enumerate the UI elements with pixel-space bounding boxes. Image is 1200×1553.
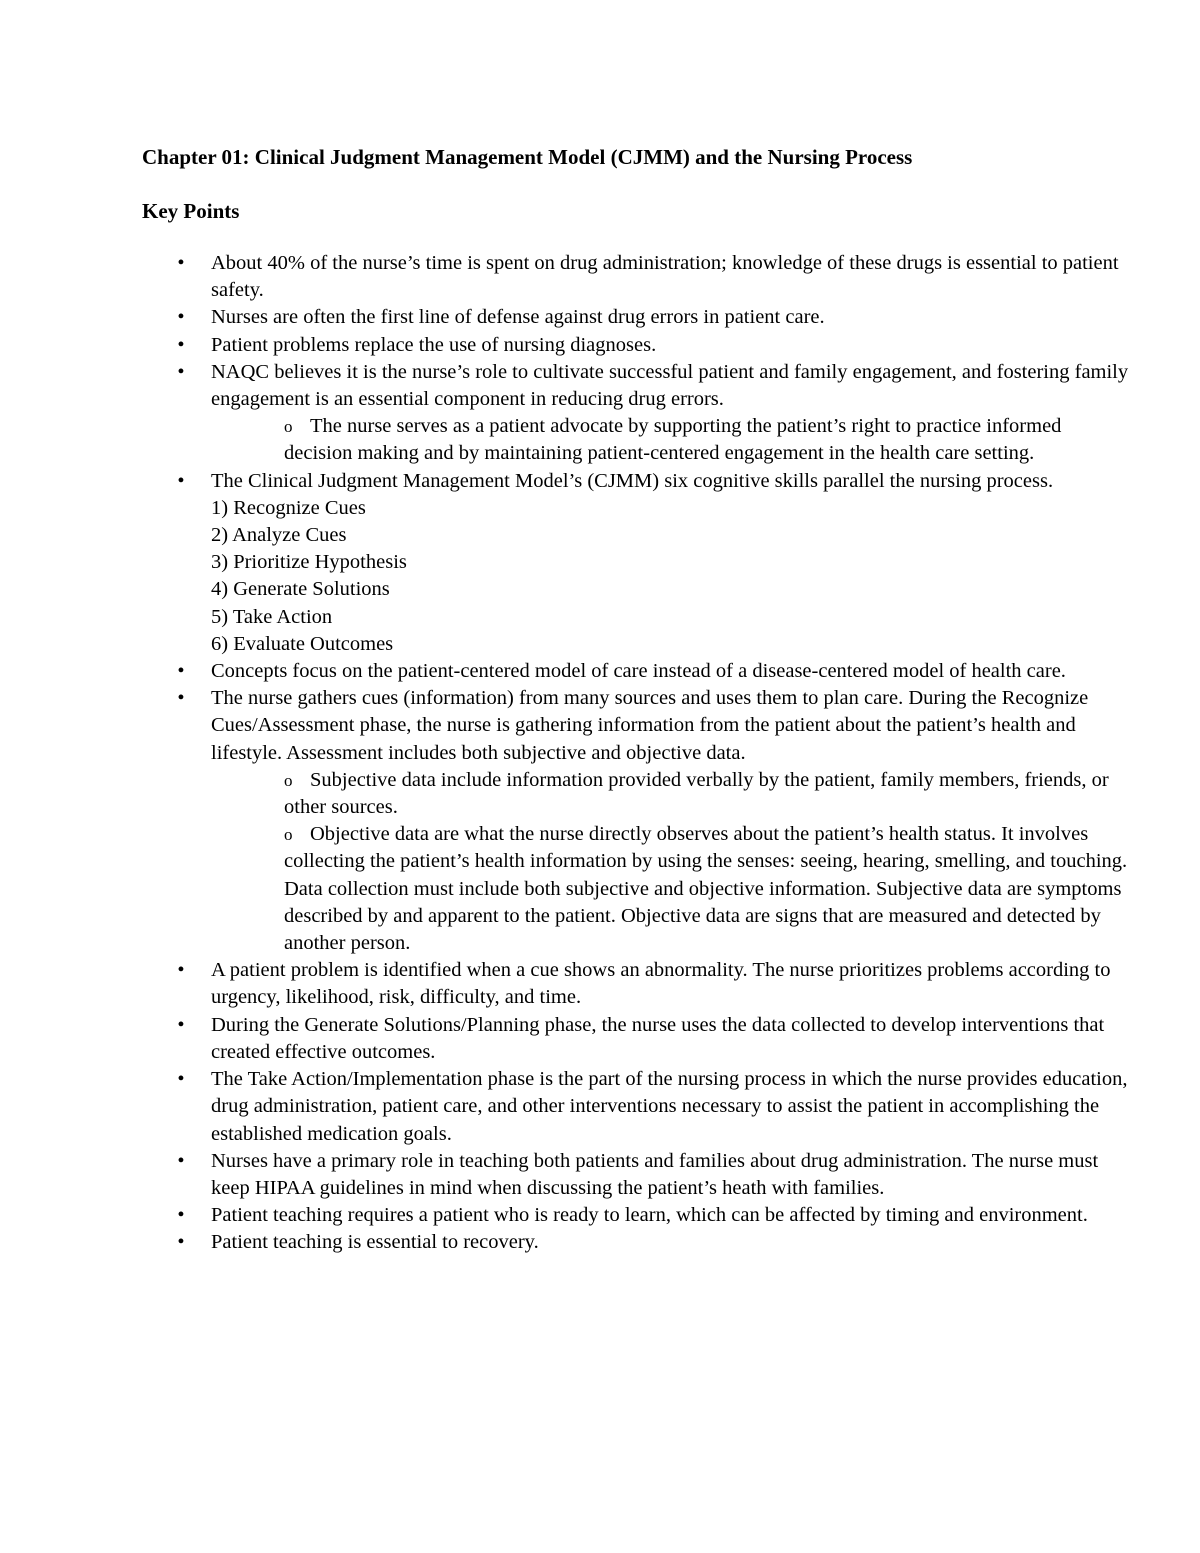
sub-list-item-text: Subjective data include information provided verbally by the patient, family members, friends, or other sources. bbox=[284, 768, 1109, 819]
sub-list-item-text: The nurse serves as a patient advocate by supporting the patient’s right to practice informed decision making and by maintaining patient-centered engagement in the health care setting. bbox=[284, 415, 1062, 465]
sub-list-item bbox=[0, 821, 1130, 957]
bullet-icon: • bbox=[177, 687, 185, 710]
sub-list-item-text: Objective data are what the nurse directly observes about the patient’s health status. It involves collecting the patient’s health information by using the senses: seeing, hearing, smelling, and touching. Data collection must include both subjective and objective information. Subjective data are symptoms described by and apparent to the patient. Objective data are signs that are measured and detected by another person. bbox=[284, 823, 1128, 955]
bullet-icon: • bbox=[177, 1204, 185, 1227]
list-item bbox=[0, 332, 1131, 359]
bullet-icon: • bbox=[177, 252, 185, 274]
cognitive-skill-step: 3) Prioritize Hypothesis bbox=[211, 551, 407, 574]
list-item bbox=[0, 1229, 1131, 1256]
list-item bbox=[0, 304, 1131, 331]
cognitive-skill-step: 6) Evaluate Outcomes bbox=[211, 632, 394, 655]
bullet-icon: • bbox=[177, 1149, 185, 1172]
list-item-text: A patient problem is identified when a cue shows an abnormality. The nurse prioritizes problems according to urgency, likelihood, risk, difficulty, and time. bbox=[211, 959, 1111, 1009]
document-title: Chapter 01: Clinical Judgment Management Model (CJMM) and the Nursing Process bbox=[142, 145, 913, 169]
list-item bbox=[0, 658, 1131, 685]
key-points-list bbox=[0, 250, 1200, 1257]
list-item-text: Nurses are often the first line of defense against drug errors in patient care. bbox=[211, 306, 825, 329]
sub-list-item bbox=[0, 767, 1130, 821]
bullet-icon: • bbox=[177, 333, 185, 356]
list-item-text: The Clinical Judgment Management Model’s (CJMM) six cognitive skills parallel the nursing process. bbox=[211, 469, 1054, 492]
list-item bbox=[0, 1066, 1131, 1148]
cognitive-skill-step: 4) Generate Solutions bbox=[211, 578, 390, 601]
list-item bbox=[0, 359, 1131, 413]
bullet-icon: • bbox=[177, 660, 185, 683]
cognitive-skill-step: 2) Analyze Cues bbox=[211, 524, 347, 547]
section-heading: Key Points bbox=[142, 199, 240, 223]
bullet-icon: • bbox=[177, 1231, 185, 1254]
list-item-text: Nurses have a primary role in teaching both patients and families about drug administration. The nurse must keep HIPAA guidelines in mind when discussing the patient’s heath with families. bbox=[211, 1149, 1099, 1199]
list-item-text: During the Generate Solutions/Planning phase, the nurse uses the data collected to develop interventions that created effective outcomes. bbox=[211, 1013, 1105, 1063]
bullet-icon: • bbox=[177, 1013, 185, 1036]
list-item-text: Patient teaching is essential to recovery. bbox=[211, 1231, 539, 1254]
list-item bbox=[0, 685, 1131, 767]
bullet-icon: • bbox=[177, 959, 185, 982]
bullet-icon: • bbox=[177, 469, 185, 492]
list-item-text: The nurse gathers cues (information) from many sources and uses them to plan care. During the Recognize Cues/Assessment phase, the nurse is gathering information from the patient about the patient’s health and lifestyle. Assessment includes both subjective and objective data. bbox=[211, 687, 1089, 764]
list-item bbox=[0, 1148, 1131, 1202]
hollow-bullet-icon: o bbox=[284, 825, 293, 845]
list-item-text: About 40% of the nurse’s time is spent on drug administration; knowledge of these drugs is essential to patient safety. bbox=[211, 252, 1119, 302]
sub-list-item bbox=[0, 413, 1130, 467]
list-item bbox=[0, 1202, 1131, 1229]
list-item bbox=[0, 468, 1131, 495]
list-item-text: Concepts focus on the patient-centered model of care instead of a disease-centered model of health care. bbox=[211, 660, 1066, 683]
list-item-text: The Take Action/Implementation phase is the part of the nursing process in which the nurse provides education, drug administration, patient care, and other interventions necessary to assist the patient in accomplishing the established medication goals. bbox=[211, 1068, 1128, 1145]
cognitive-skill-step: 1) Recognize Cues bbox=[211, 496, 366, 519]
list-item bbox=[0, 957, 1131, 1011]
list-item-text: Patient teaching requires a patient who is ready to learn, which can be affected by timing and environment. bbox=[211, 1204, 1088, 1227]
list-item bbox=[0, 1012, 1131, 1066]
list-item bbox=[0, 250, 1131, 304]
bullet-icon: • bbox=[177, 306, 185, 329]
cognitive-skill-step: 5) Take Action bbox=[211, 605, 333, 628]
bullet-icon: • bbox=[177, 360, 185, 383]
hollow-bullet-icon: o bbox=[284, 417, 293, 437]
list-item-text: NAQC believes it is the nurse’s role to cultivate successful patient and family engagement, and fostering family engagement is an essential component in reducing drug errors. bbox=[211, 360, 1129, 411]
bullet-icon: • bbox=[177, 1068, 185, 1091]
list-item-text: Patient problems replace the use of nursing diagnoses. bbox=[211, 333, 657, 356]
hollow-bullet-icon: o bbox=[284, 770, 293, 790]
